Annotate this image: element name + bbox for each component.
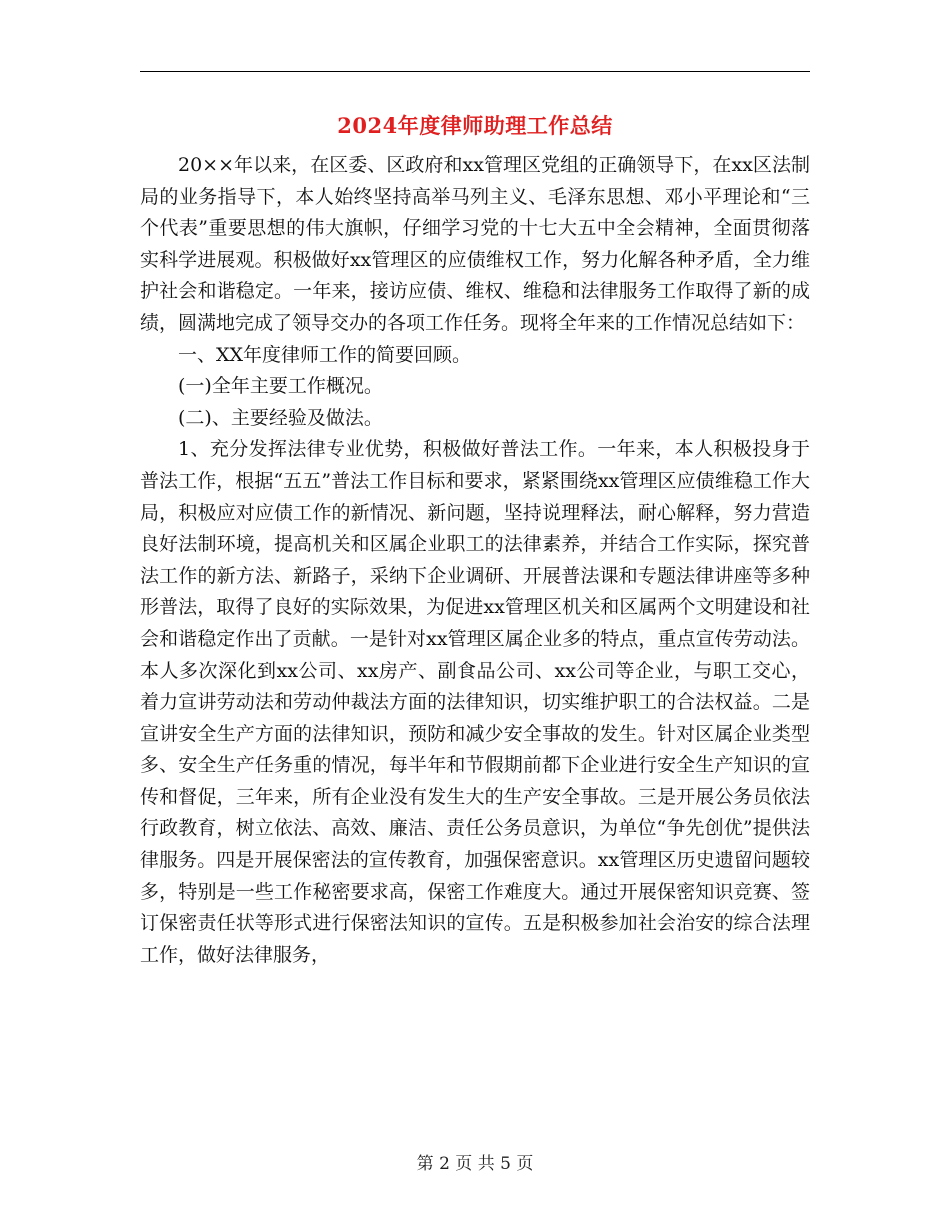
document-body bbox=[140, 150, 810, 971]
subsection-heading-overview: (一)全年主要工作概况。 bbox=[178, 375, 383, 398]
body-paragraph-legal-education: 1、充分发挥法律专业优势，积极做好普法工作。一年来，本人积极投身于普法工作，根据“五五”普法工作目标和要求，紧紧围绕xx管理区应债维稳工作大局，积极应对应债工作的新情况、新问题，坚持说理释法，耐心解释，努力营造良好法制环境，提高机关和区属企业职工的法律素养，并结合工作实际，探究普法工作的新方法、新路子，采纳下企业调研、开展普法课和专题法律讲座等多种形普法，取得了良好的实际效果，为促进xx管理区机关和区属两个文明建设和社会和谐稳定作出了贡献。一是针对xx管理区属企业多的特点，重点宣传劳动法。本人多次深化到xx公司、xx房产、副食品公司、xx公司等企业，与职工交心，着力宣讲劳动法和劳动仲裁法方面的法律知识，切实维护职工的合法权益。二是宣讲安全生产方面的法律知识，预防和减少安全事故的发生。针对区属企业类型多、安全生产任务重的情况，每半年和节假期前都下企业进行安全生产知识的宣传和督促，三年来，所有企业没有发生大的生产安全事故。三是开展公务员依法行政教育，树立依法、高效、廉洁、责任公务员意识，为单位“争先创优”提供法律服务。四是开展保密法的宣传教育，加强保密意识。xx管理区历史遗留问题较多，特别是一些工作秘密要求高，保密工作难度大。通过开展保密知识竞赛、签订保密责任状等形式进行保密法知识的宣传。五是积极参加社会治安的综合法理工作，做好法律服务， bbox=[140, 438, 810, 966]
document-title: 2024年度律师助理工作总结 bbox=[337, 113, 613, 138]
intro-paragraph: 20××年以来，在区委、区政府和xx管理区党组的正确领导下，在xx区法制局的业务指导下，本人始终坚持高举马列主义、毛泽东思想、邓小平理论和“三个代表”重要思想的伟大旗帜，仔细学习党的十七大五中全会精神，全面贯彻落实科学进展观。积极做好xx管理区的应债维权工作，努力化解各种矛盾，全力维护社会和谐稳定。一年来，接访应债、维权、维稳和法律服务工作取得了新的成绩，圆满地完成了领导交办的各项工作任务。现将全年来的工作情况总结如下： bbox=[140, 154, 810, 334]
header-rule bbox=[140, 71, 810, 72]
page-number-footer: 第 2 页 共 5 页 bbox=[416, 1154, 534, 1174]
section-heading-review: 一、XX年度律师工作的简要回顾。 bbox=[178, 343, 472, 366]
subsection-heading-experience: (二)、主要经验及做法。 bbox=[178, 406, 383, 429]
